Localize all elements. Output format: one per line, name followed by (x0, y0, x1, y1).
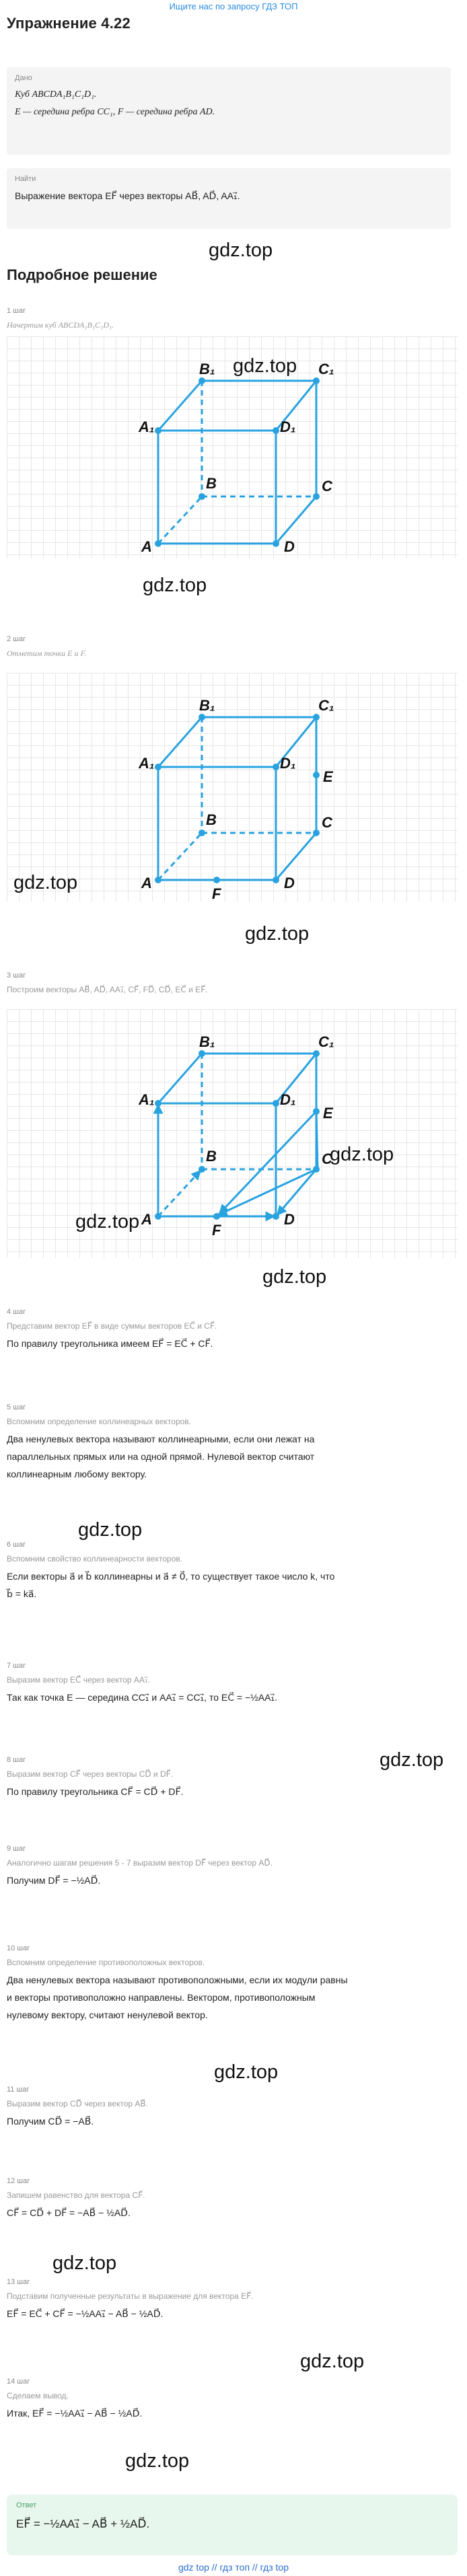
step-line: Итак, EF⃗ = −½AA₁⃗ − AB⃗ − ½AD⃗. (7, 2408, 143, 2419)
step-10 (7, 1944, 458, 2024)
answer-box (7, 2495, 458, 2555)
step-line: параллельных прямых или на одной прямой. Нулевой вектор считают (7, 1451, 315, 1462)
label-A: A (141, 538, 152, 555)
step-subtitle: Подставим полученные результаты в выражение для вектора EF⃗. (7, 2291, 254, 2301)
watermark: gdz.top (262, 1266, 327, 1288)
svg-text:D: D (284, 1211, 295, 1228)
svg-text:A₁: A₁ (139, 755, 155, 772)
watermark: gdz.top (300, 2351, 365, 2372)
step-subtitle: Выразим вектор CF⃗ через векторы CD⃗ и DF⃗. (7, 1769, 173, 1779)
cube-svg-1 (7, 336, 458, 558)
step-line: b⃗ = ka⃗. (7, 1588, 37, 1599)
given-label: Дано (15, 74, 32, 82)
svg-text:A₁: A₁ (139, 1091, 155, 1108)
step-line: По правилу треугольника имеем EF⃗ = EC⃗ + CF⃗. (7, 1338, 213, 1349)
step-number: 2 шаг (7, 635, 26, 643)
step-5 (7, 1403, 458, 1483)
step-number: 13 шаг (7, 2278, 30, 2286)
watermark: gdz.top (233, 355, 297, 377)
watermark: gdz.top (13, 872, 78, 893)
svg-text:B₁: B₁ (199, 697, 215, 714)
step-subtitle: Аналогично шагам решения 5 - 7 выразим вектор DF⃗ через вектор AD⃗. (7, 1858, 273, 1868)
step-line: По правилу треугольника CF⃗ = CD⃗ + DF⃗. (7, 1786, 184, 1797)
watermark: gdz.top (125, 2450, 190, 2472)
find-box (7, 168, 451, 229)
exercise-title: Упражнение 4.22 (7, 15, 131, 32)
label-C1: C₁ (318, 361, 334, 377)
solution-title: Подробное решение (7, 266, 157, 283)
step-subtitle: Запишем равенство для вектора CF⃗. (7, 2191, 145, 2200)
watermark: gdz.top (245, 923, 310, 945)
cube-figure-3 (7, 1009, 458, 1258)
svg-text:C₁: C₁ (318, 1033, 334, 1050)
step-line: Так как точка E — середина CC₁⃗ и AA₁⃗ = CC₁⃗, то EC⃗ = −½AA₁⃗. (7, 1692, 277, 1703)
step-number: 5 шаг (7, 1403, 26, 1411)
step-subtitle: Начертим куб ABCDA₁B₁C₁D₁. (7, 320, 114, 330)
step-line: коллинеарным любому вектору. (7, 1469, 147, 1479)
step-number: 4 шаг (7, 1308, 26, 1316)
step-number: 10 шаг (7, 1944, 30, 1952)
top-link[interactable]: Ищите нас по запросу ГДЗ ТОП (169, 1, 298, 11)
step-number: 12 шаг (7, 2177, 30, 2185)
given-line-2: E — середина ребра CC₁, F — середина ребра AD. (15, 107, 215, 117)
svg-text:B₁: B₁ (199, 1033, 215, 1050)
label-A1: A₁ (139, 418, 155, 435)
step-1 (7, 307, 458, 334)
step-subtitle: Представим вектор EF⃗ в виде суммы векторов EC⃗ и CF⃗. (7, 1321, 217, 1331)
step-4 (7, 1308, 458, 1352)
label-B1: B₁ (199, 361, 215, 377)
svg-text:B: B (206, 1148, 217, 1165)
step-2 (7, 635, 458, 663)
step-number: 3 шаг (7, 971, 26, 980)
given-box (7, 67, 451, 155)
watermark: gdz.top (330, 1144, 394, 1165)
step-line: Два ненулевых вектора называют коллинеарными, если они лежат на (7, 1434, 315, 1444)
svg-text:A: A (141, 1211, 152, 1228)
svg-text:C: C (322, 814, 332, 831)
step-9 (7, 1845, 458, 1889)
step-number: 1 шаг (7, 307, 26, 315)
step-subtitle: Отметим точки E и F. (7, 649, 87, 658)
find-label: Найти (15, 175, 36, 183)
step-14 (7, 2378, 458, 2422)
label-B: B (206, 475, 217, 492)
step-number: 7 шаг (7, 1662, 26, 1670)
svg-text:E: E (323, 768, 333, 785)
watermark: gdz.top (78, 1519, 143, 1541)
step-number: 11 шаг (7, 2086, 30, 2094)
svg-text:D₁: D₁ (280, 755, 296, 772)
step-line: и векторы противоположно направлены. Вектором, противоположным (7, 1992, 316, 2003)
step-11 (7, 2086, 458, 2130)
step-line: Если векторы a⃗ и b⃗ коллинеарны и a⃗ ≠ 0⃗, то существует такое число k, что (7, 1571, 335, 1582)
step-subtitle: Выразим вектор EC⃗ через вектор AA₁⃗. (7, 1675, 151, 1685)
watermark: gdz.top (380, 1749, 444, 1771)
label-D: D (284, 538, 295, 555)
step-3 (7, 971, 458, 998)
watermark: gdz.top (214, 2061, 279, 2083)
watermark: gdz.top (209, 240, 273, 261)
bottom-links[interactable]: gdz top // гдз топ // гдз top (178, 2562, 289, 2573)
svg-text:F: F (212, 1222, 221, 1239)
step-7 (7, 1662, 458, 1706)
step-line: Получим CD⃗ = −AB⃗. (7, 2116, 94, 2127)
step-subtitle: Выразим вектор CD⃗ через вектор AB⃗. (7, 2099, 148, 2108)
step-number: 14 шаг (7, 2378, 30, 2386)
step-number: 9 шаг (7, 1845, 26, 1853)
answer-label: Ответ (16, 2501, 37, 2509)
step-subtitle: Вспомним определение коллинеарных векторов. (7, 1417, 192, 1426)
svg-text:E: E (323, 1105, 333, 1121)
answer-text: EF⃗ = −½AA₁⃗ − AB⃗ + ½AD⃗. (16, 2517, 150, 2530)
step-13 (7, 2278, 458, 2322)
step-line: нулевому вектору, считают ненулевой вектор. (7, 2010, 208, 2020)
cube-figure-1 (7, 336, 458, 558)
label-C: C (322, 478, 332, 494)
svg-text:F: F (212, 885, 221, 901)
step-number: 8 шаг (7, 1756, 26, 1764)
step-6 (7, 1541, 458, 1603)
cube-svg-3 (7, 1009, 458, 1258)
step-subtitle: Вспомним определение противоположных векторов. (7, 1958, 205, 1967)
svg-text:C: C (322, 1150, 332, 1167)
find-line: Выражение вектора EF⃗ через векторы AB⃗, AD⃗, AA₁⃗. (15, 190, 240, 201)
cube-figure-2 (7, 673, 458, 901)
label-D1: D₁ (280, 418, 296, 435)
step-line: Получим DF⃗ = −½AD⃗. (7, 1875, 101, 1886)
step-line: CF⃗ = CD⃗ + DF⃗ = −AB⃗ − ½AD⃗. (7, 2207, 131, 2218)
step-subtitle: Вспомним свойство коллинеарности векторов. (7, 1554, 183, 1563)
given-line-1: Куб ABCDA₁B₁C₁D₁. (15, 89, 97, 100)
step-subtitle: Сделаем вывод. (7, 2391, 69, 2400)
step-subtitle: Построим векторы AB⃗, AD⃗, AA₁⃗, CF⃗, FD⃗, CD⃗, EC⃗ и EF⃗. (7, 985, 208, 994)
svg-text:D₁: D₁ (280, 1091, 296, 1108)
watermark: gdz.top (52, 2252, 117, 2274)
watermark: gdz.top (75, 1211, 140, 1232)
svg-text:C₁: C₁ (318, 697, 334, 714)
watermark: gdz.top (143, 575, 207, 596)
step-line: Два ненулевых вектора называют противоположными, если их модули равны (7, 1975, 348, 1985)
step-12 (7, 2177, 458, 2221)
step-number: 6 шаг (7, 1541, 26, 1549)
cube-svg-2 (7, 673, 458, 901)
svg-text:B: B (206, 811, 217, 828)
svg-text:A: A (141, 875, 152, 891)
svg-text:D: D (284, 875, 295, 891)
step-line: EF⃗ = EC⃗ + CF⃗ = −½AA₁⃗ − AB⃗ − ½AD⃗. (7, 2308, 164, 2319)
